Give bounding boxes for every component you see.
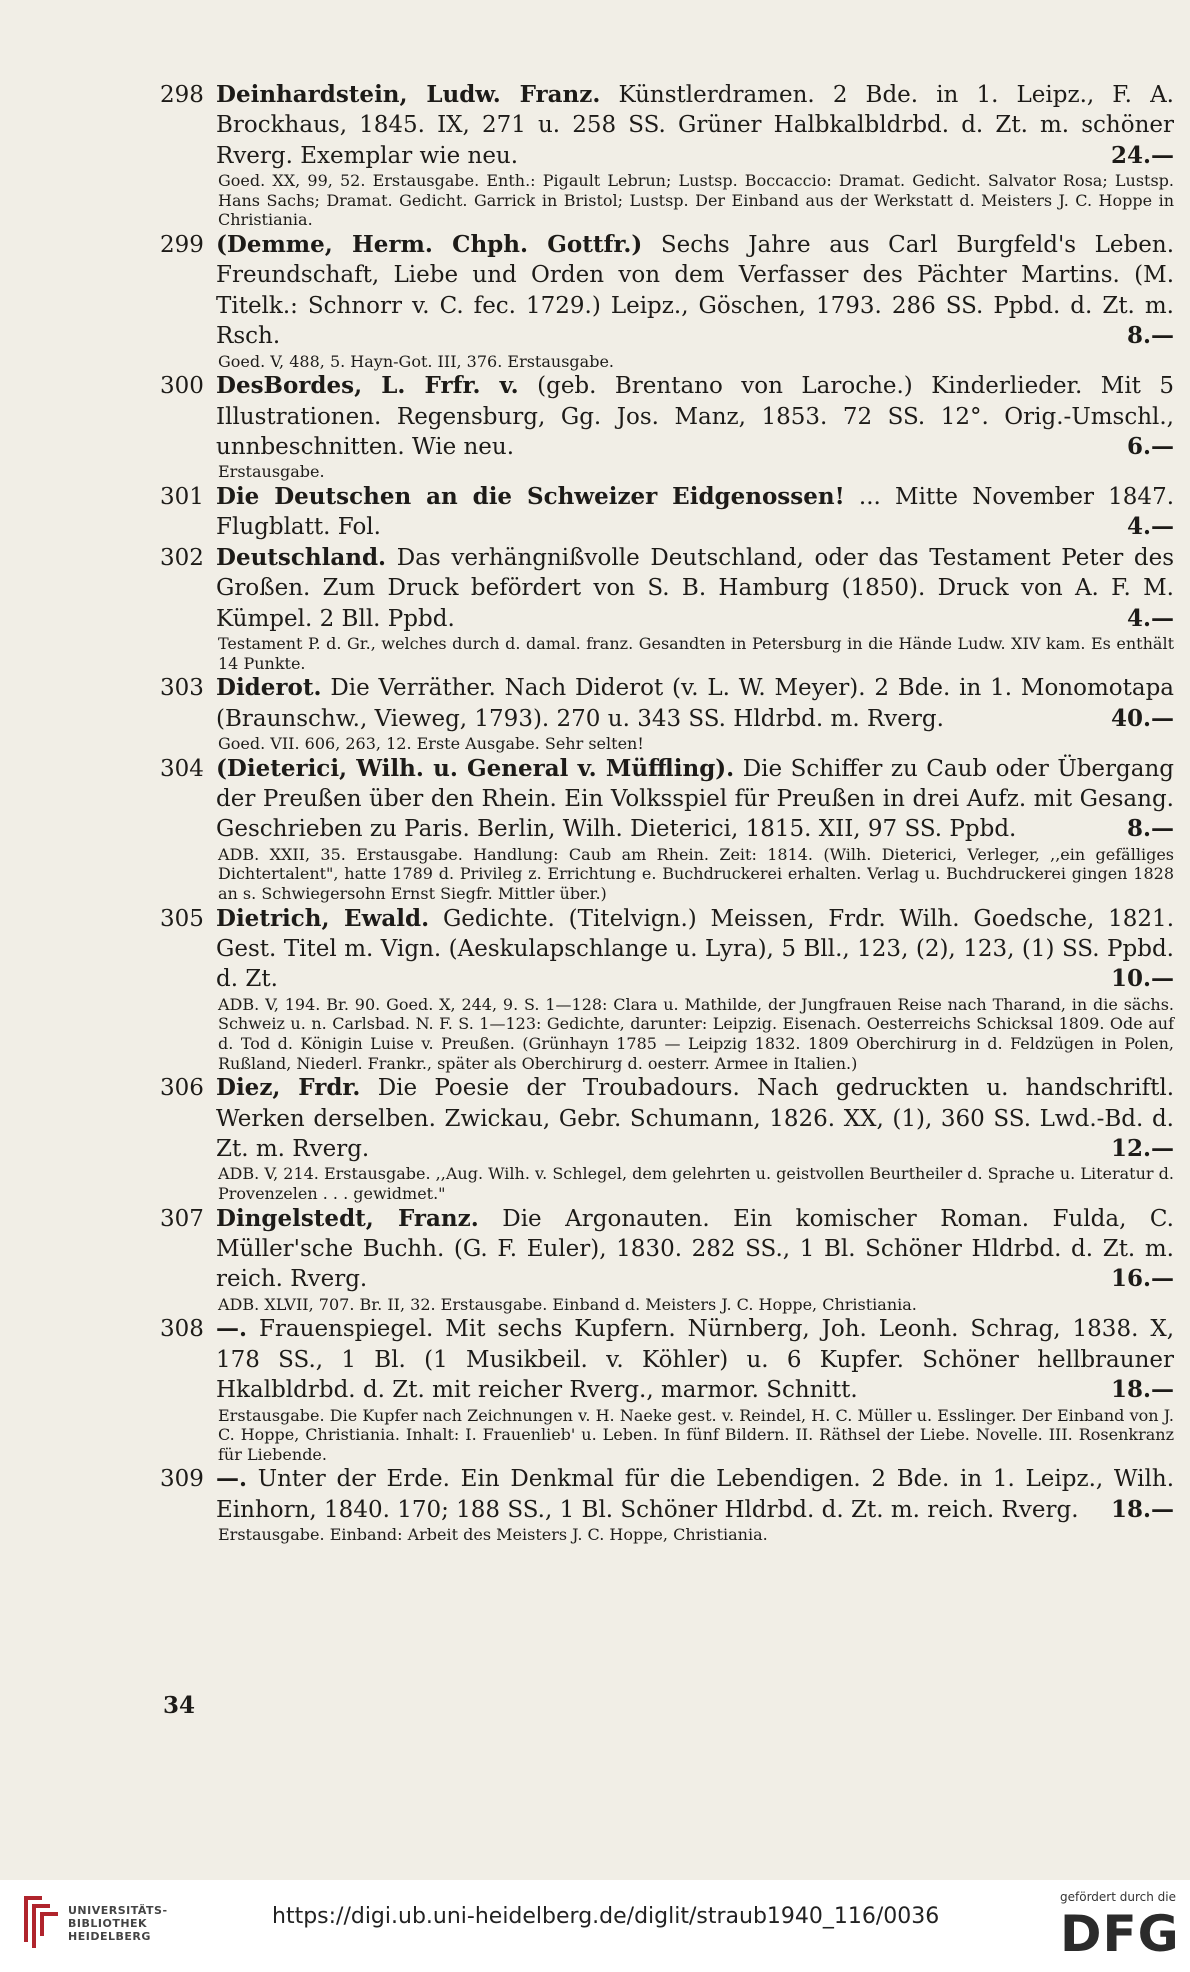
entry-note: ADB. XLVII, 707. Br. II, 32. Erstausgabe. Einband d. Meisters J. C. Hoppe, Christiania. (218, 1294, 917, 1314)
library-name-line-1: UNIVERSITÄTS- (68, 1904, 168, 1917)
entry-number: 307 (160, 1205, 204, 1232)
entry-title: Frauenspiegel. Mit sechs Kupfern. Nürnberg, Joh. Leonh. Schrag, 1838. X, 178 SS., 1 Bl. (1 Musikbeil. v. Köhler) u. 6 Kupfer. Schöner hellbrauner Hkalbldrbd. d. Zt. mit reicher Rverg., marmor. Schnitt. (216, 1316, 1175, 1404)
catalog-entry (162, 1204, 1174, 1315)
entry-author: (Demme, Herm. Chph. Gottfr.) (216, 231, 643, 258)
catalog-entry (162, 230, 1174, 371)
entry-note: ADB. V, 214. Erstausgabe. ,,Aug. Wilh. v. Schlegel, dem gelehrten u. geistvollen Beurtheiler d. Sprache u. Literatur d. Provenzelen . . . gewidmet." (218, 1164, 1174, 1204)
entry-number: 299 (160, 232, 204, 258)
entry-number: 304 (160, 755, 204, 782)
permalink-url[interactable]: https://digi.ub.uni-heidelberg.de/diglit/straub1940_116/0036 (272, 1904, 940, 1929)
entry-price: 18.— (1110, 1376, 1174, 1404)
entry-description (216, 1464, 1174, 1525)
entry-author: Diez, Frdr. (216, 1074, 361, 1102)
entry-description (216, 1204, 1174, 1295)
entry-description (216, 230, 1174, 352)
entry-number: 309 (160, 1466, 204, 1493)
entry-author: (Dieterici, Wilh. u. General v. Müffling). (216, 754, 735, 782)
entry-title: Künstlerdramen. 2 Bde. in 1. Leipz., F. A. Brockhaus, 1845. IX, 271 u. 258 SS. Grüner Halbkalbldrbd. d. Zt. m. schöner Rverg. Exemplar wie neu. (216, 82, 1174, 169)
entry-number: 298 (160, 82, 204, 108)
catalog-entry (162, 754, 1174, 904)
entry-author: DesBordes, L. Frfr. v. (216, 372, 519, 400)
entry-note: ADB. V, 194. Br. 90. Goed. X, 244, 9. S. 1—128: Clara u. Mathilde, der Jungfrauen Reise nach Tharand, in die sächs. Schweiz u. n. Carlsbad. N. F. S. 1—123: Gedichte, darunter: Leipzig. Eisenach. Oesterreichs Schicksal 1809. Ode auf d. Tod d. Königin Luise v. Preußen. (Grünhayn 1785 — Leipzig 1832. 1809 Oberchirurg in d. Feldzügen in Polen, Rußland, Niederl. Frankr., später als Oberchirurg d. oesterr. Armee in Italien.) (218, 994, 1174, 1073)
catalog-entry (162, 543, 1174, 673)
entry-note: Erstausgabe. (218, 462, 325, 482)
page-number: 34 (163, 1692, 196, 1719)
library-name (68, 1904, 168, 1943)
entry-note: Goed. V, 488, 5. Hayn-Got. III, 376. Erstausgabe. (218, 351, 614, 371)
entry-price: 12.— (1110, 1135, 1174, 1163)
entry-price: 10.— (1110, 965, 1174, 993)
entry-number: 306 (160, 1075, 204, 1102)
entry-number: 303 (160, 675, 204, 702)
entry-price: 8.— (1126, 815, 1174, 843)
catalog-entry (162, 80, 1174, 230)
entry-price: 4.— (1126, 604, 1174, 632)
entry-price: 8.— (1126, 322, 1174, 350)
entry-price: 40.— (1110, 704, 1174, 732)
entry-title: Unter der Erde. Ein Denkmal für die Lebendigen. 2 Bde. in 1. Leipz., Wilh. Einhorn, 1840. 170; 188 SS., 1 Bl. Schöner Hldrbd. d. Zt. m. reich. Rverg. (216, 1466, 1175, 1523)
entry-note: Goed. VII. 606, 263, 12. Erste Ausgabe. Sehr selten! (218, 734, 644, 754)
entry-description (216, 1314, 1174, 1405)
catalog-entry (162, 673, 1174, 753)
entry-price: 18.— (1110, 1495, 1174, 1523)
entry-number: 302 (160, 544, 204, 571)
entry-description (216, 1073, 1174, 1164)
entry-price: 4.— (1126, 513, 1174, 541)
entry-title: Die Schiffer zu Caub oder Übergang der Preußen über den Rhein. Ein Volksspiel für Preußen in drei Aufz. mit Gesang. Geschrieben zu Paris. Berlin, Wilh. Dieterici, 1815. XII, 97 SS. Ppbd. (216, 755, 1175, 843)
entry-description (216, 543, 1174, 634)
library-name-line-2: BIBLIOTHEK (68, 1917, 148, 1930)
entry-title: Gedichte. (Titelvign.) Meissen, Frdr. Wilh. Goedsche, 1821. Gest. Titel m. Vign. (Aeskulapschlange u. Lyra), 5 Bll., 123, (2), 123, (1) SS. Ppbd. d. Zt. (216, 905, 1175, 993)
entry-description (216, 482, 1174, 543)
entry-description (216, 371, 1174, 462)
entry-note: Erstausgabe. Einband: Arbeit des Meisters J. C. Hoppe, Christiania. (218, 1525, 768, 1545)
catalog-entry (162, 904, 1174, 1074)
entry-author: Deutschland. (216, 543, 387, 571)
entry-title: Die Poesie der Troubadours. Nach gedruckten u. handschriftl. Werken derselben. Zwickau, Gebr. Schumann, 1826. XX, (1), 360 SS. Lwd.-Bd. d. Zt. m. Rverg. (216, 1075, 1175, 1163)
entry-price: 6.— (1126, 433, 1174, 461)
entry-note: Testament P. d. Gr., welches durch d. damal. franz. Gesandten in Petersburg in die Hände Ludw. XIV kam. Es enthält 14 Punkte. (218, 634, 1174, 673)
entry-title: (geb. Brentano von Laroche.) Kinderlieder. Mit 5 Illustrationen. Regensburg, Gg. Jos. Manz, 1853. 72 SS. 12°. Orig.-Umschl., unnbeschnitten. Wie neu. (216, 373, 1174, 461)
entry-description (216, 80, 1174, 171)
catalog-entry (162, 1464, 1174, 1544)
entry-note: ADB. XXII, 35. Erstausgabe. Handlung: Caub am Rhein. Zeit: 1814. (Wilh. Dieterici, Verleger, ,,ein gefälliges Dichtertalent", hatte 1789 d. Privileg z. Errichtung e. Buchdruckerei erhalten. Verlag u. Buchdruckerei gingen 1828 an s. Schwiegersohn Ernst Siegfr. Mittler über.) (218, 844, 1174, 904)
entry-author: —. (216, 1465, 248, 1493)
entry-author: Die Deutschen an die Schweizer Eidgenossen! (216, 483, 845, 511)
sponsor-caption: gefördert durch die (1060, 1890, 1176, 1904)
entry-price: 16.— (1110, 1265, 1174, 1293)
entry-title: Die Verräther. Nach Diderot (v. L. W. Meyer). 2 Bde. in 1. Monomotapa (Braunschw., Vieweg, 1793). 270 u. 343 SS. Hldrbd. m. Rverg. (216, 675, 1175, 732)
entry-author: Dietrich, Ewald. (216, 904, 430, 932)
entry-note: Erstausgabe. Die Kupfer nach Zeichnungen v. H. Naeke gest. v. Reindel, H. C. Müller u. Esslinger. Der Einband von J. C. Hoppe, Christiania. Inhalt: I. Frauenlieb' u. Leben. In fünf Bildern. II. Räthsel der Liebe. Novelle. III. Rosenkranz für Liebende. (218, 1405, 1174, 1464)
entry-number: 300 (160, 373, 204, 400)
entry-author: Deinhardstein, Ludw. Franz. (216, 81, 601, 108)
catalog-entries (162, 80, 1174, 1545)
entry-author: Diderot. (216, 674, 322, 702)
entry-title: Sechs Jahre aus Carl Burgfeld's Leben. Freundschaft, Liebe und Orden von dem Verfasser des Pächter Martins. (M. Titelk.: Schnorr v. C. fec. 1729.) Leipz., Göschen, 1793. 286 SS. Ppbd. d. Zt. m. Rsch. (216, 232, 1175, 350)
entry-description (216, 754, 1174, 845)
entry-author: —. (216, 1315, 248, 1343)
entry-description (216, 904, 1174, 995)
entry-number: 308 (160, 1316, 204, 1343)
viewer-footer (0, 1880, 1190, 1972)
entry-note: Goed. XX, 99, 52. Erstausgabe. Enth.: Pigault Lebrun; Lustsp. Boccaccio: Dramat. Gedicht. Salvator Rosa; Lustsp. Hans Sachs; Dramat. Gedicht. Garrick in Bristol; Lustsp. Der Einband aus der Werkstatt d. Meisters J. C. Hoppe in Christiania. (218, 171, 1174, 230)
entry-author: Dingelstedt, Franz. (216, 1204, 479, 1232)
entry-title: Das verhängnißvolle Deutschland, oder das Testament Peter des Großen. Zum Druck befördert von S. B. Hamburg (1850). Druck von A. F. M. Kümpel. 2 Bll. Ppbd. (216, 544, 1174, 632)
entry-title: ... Mitte November 1847. Flugblatt. Fol. (216, 484, 1175, 541)
entry-number: 305 (160, 905, 204, 932)
catalog-entry (162, 1314, 1174, 1464)
catalog-entry (162, 1073, 1174, 1203)
dfg-logo[interactable]: DFG (1060, 1905, 1180, 1963)
library-name-line-3: HEIDELBERG (68, 1930, 151, 1943)
entry-description (216, 673, 1174, 734)
university-library-logo-icon (14, 1890, 62, 1952)
catalog-entry (162, 482, 1174, 543)
entry-price: 24.— (1110, 141, 1174, 169)
catalog-entry (162, 371, 1174, 482)
entry-title: Die Argonauten. Ein komischer Roman. Fulda, C. Müller'sche Buchh. (G. F. Euler), 1830. 282 SS., 1 Bl. Schöner Hldrbd. d. Zt. m. reich. Rverg. (216, 1205, 1174, 1293)
entry-number: 301 (160, 484, 204, 511)
